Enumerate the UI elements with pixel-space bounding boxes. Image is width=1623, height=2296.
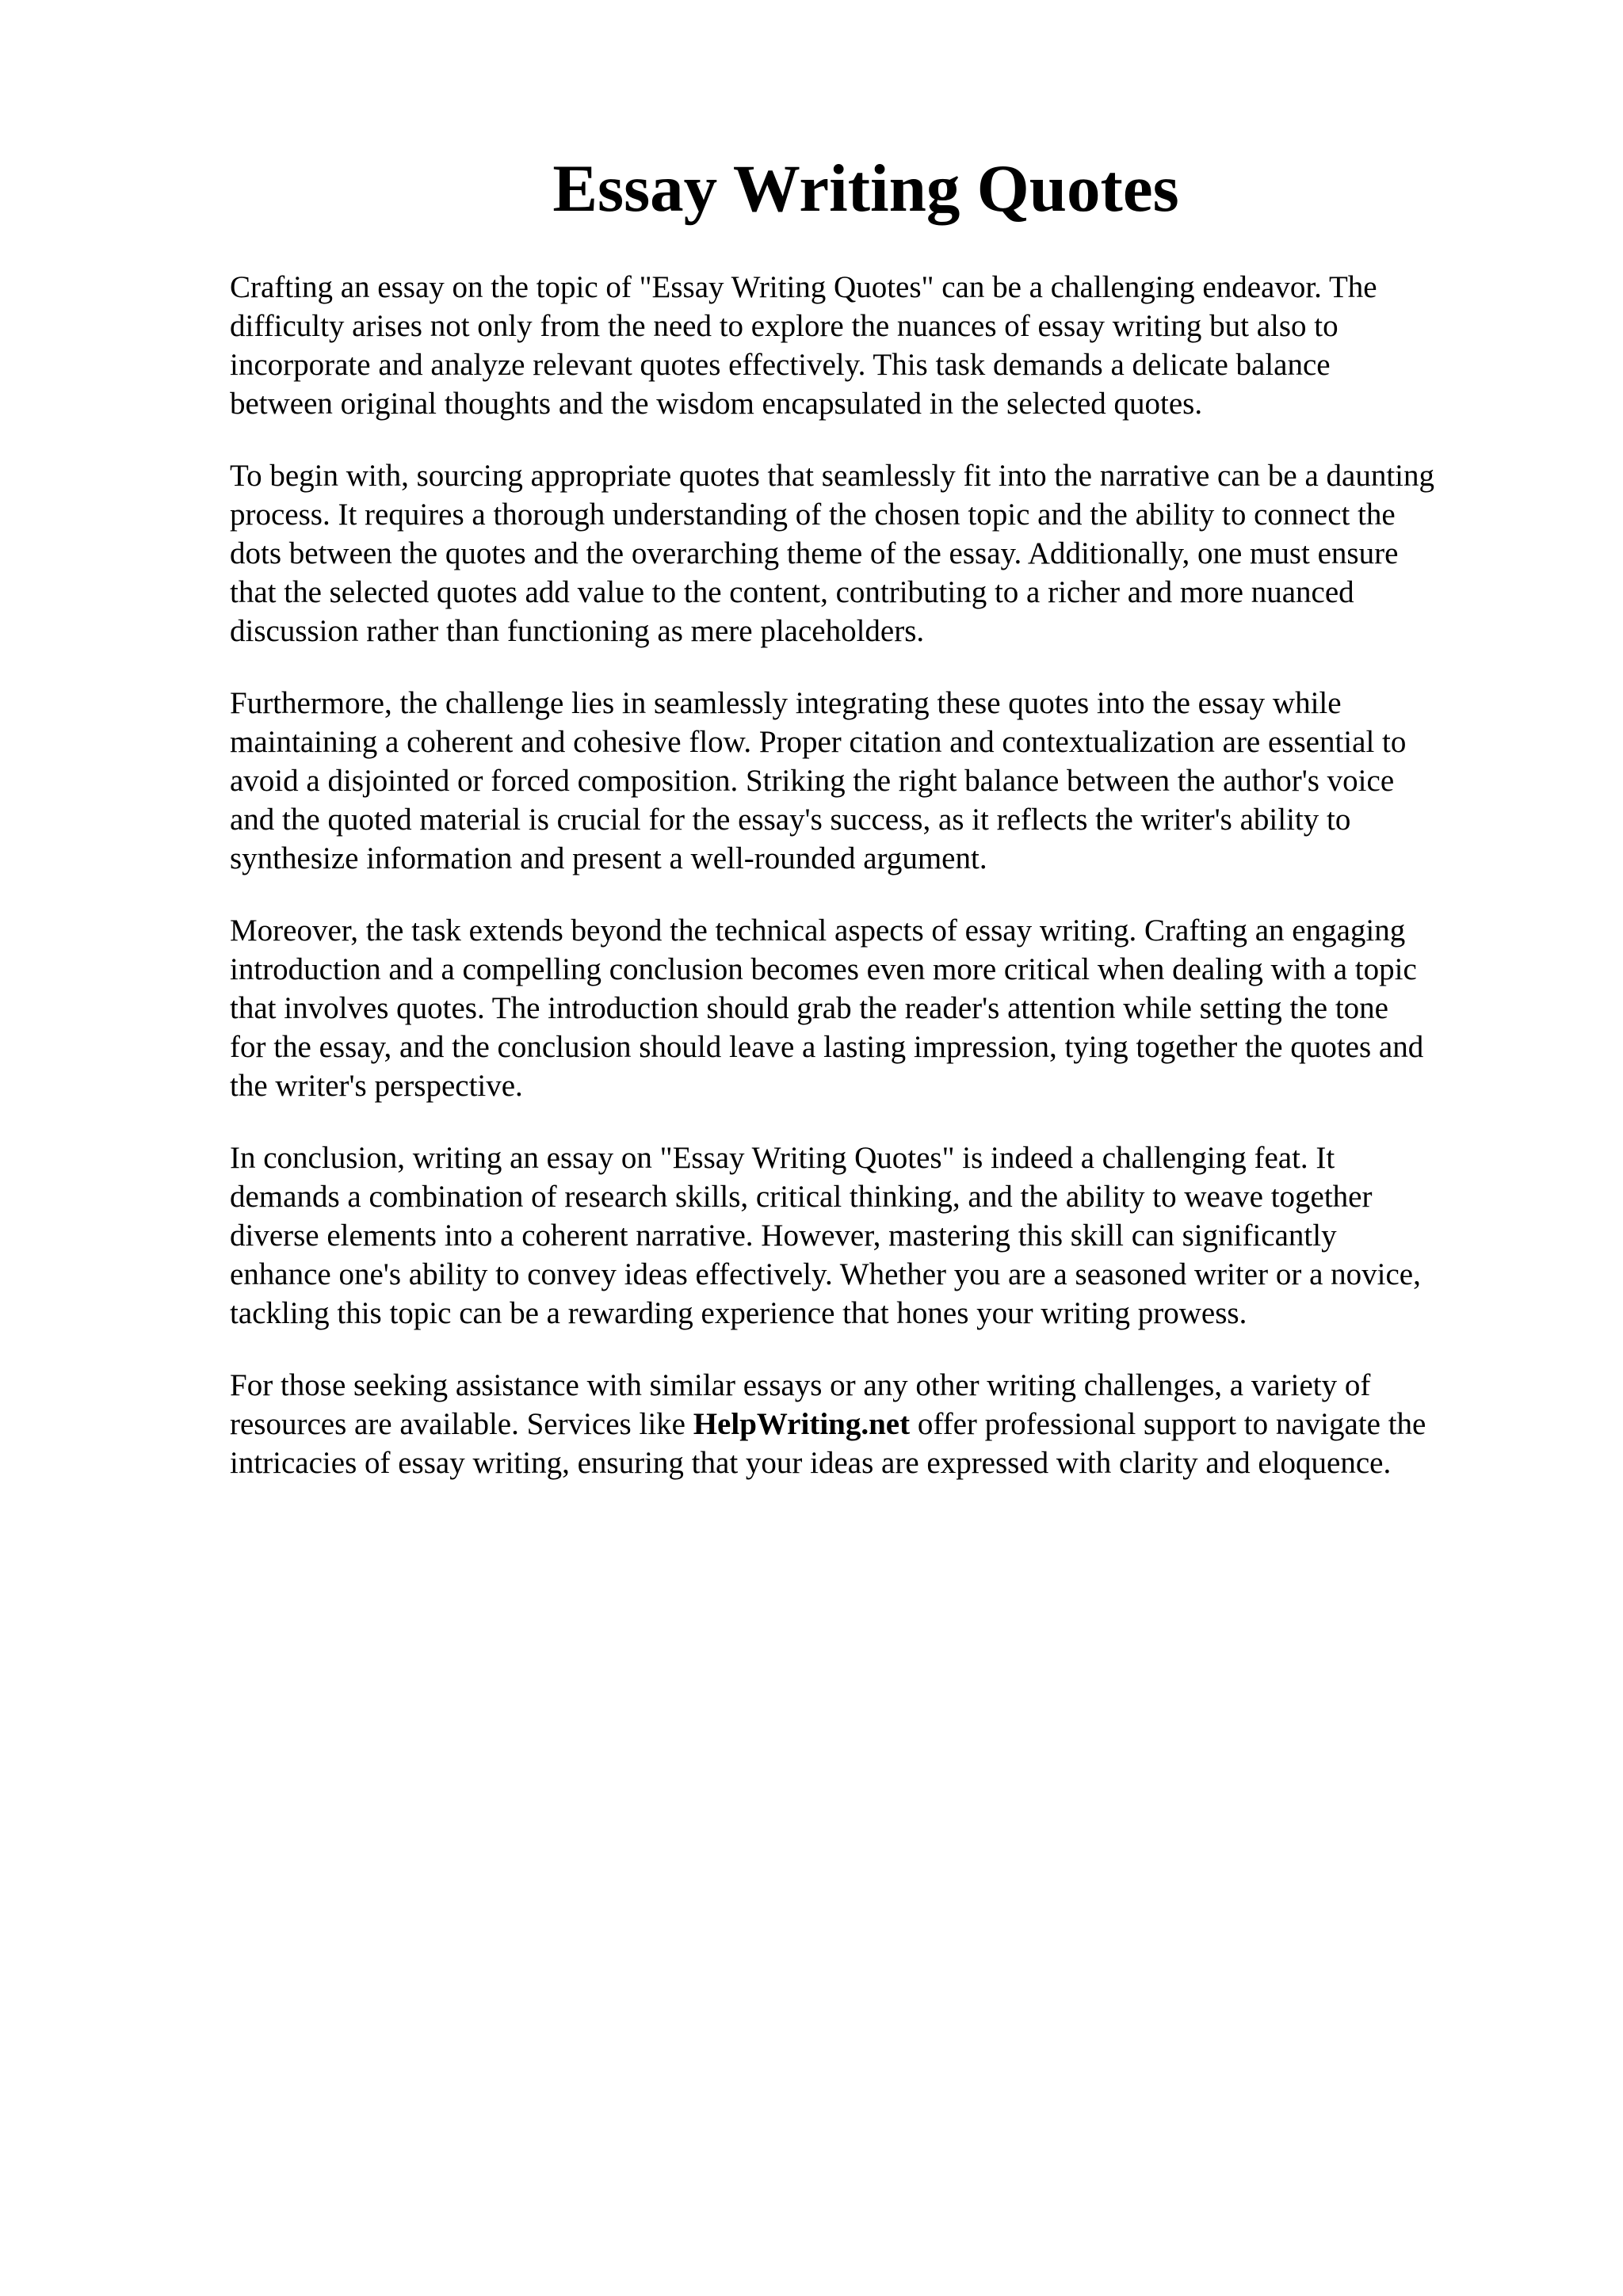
paragraph-line: avoid a disjointed or forced composition. Striking the right balance between the author's voice bbox=[230, 764, 1395, 798]
paragraph-line: for the essay, and the conclusion should leave a lasting impression, tying together the quotes and bbox=[230, 1030, 1424, 1064]
paragraph-line: introduction and a compelling conclusion becomes even more critical when dealing with a topic bbox=[230, 952, 1417, 986]
paragraph-3 bbox=[230, 684, 1545, 878]
paragraph-line: For those seeking assistance with similar essays or any other writing challenges, a variety of bbox=[230, 1368, 1371, 1402]
paragraph-line: tackling this topic can be a rewarding experience that hones your writing prowess. bbox=[230, 1296, 1247, 1330]
paragraph-line: synthesize information and present a well-rounded argument. bbox=[230, 841, 987, 875]
paragraph-line: that the selected quotes add value to the content, contributing to a richer and more nuanced bbox=[230, 575, 1354, 609]
paragraph-line: incorporate and analyze relevant quotes effectively. This task demands a delicate balance bbox=[230, 348, 1331, 382]
paragraph-line: between original thoughts and the wisdom encapsulated in the selected quotes. bbox=[230, 387, 1203, 421]
closing-text-before: resources are available. Services like bbox=[230, 1407, 685, 1441]
paragraph-line: process. It requires a thorough understanding of the chosen topic and the ability to connect the bbox=[230, 498, 1396, 532]
paragraph-4 bbox=[230, 911, 1545, 1105]
paragraph-line: Moreover, the task extends beyond the technical aspects of essay writing. Crafting an engaging bbox=[230, 913, 1406, 948]
paragraph-line: that involves quotes. The introduction should grab the reader's attention while setting the tone bbox=[230, 991, 1388, 1025]
paragraph-line: intricacies of essay writing, ensuring that your ideas are expressed with clarity and eloquence. bbox=[230, 1446, 1392, 1480]
paragraph-line: the writer's perspective. bbox=[230, 1069, 523, 1103]
paragraph-closing bbox=[230, 1366, 1545, 1482]
paragraph-line: diverse elements into a coherent narrative. However, mastering this skill can significantly bbox=[230, 1219, 1337, 1253]
paragraph-line: difficulty arises not only from the need to explore the nuances of essay writing but also to bbox=[230, 309, 1338, 343]
paragraph-1 bbox=[230, 268, 1545, 423]
paragraph-line: Furthermore, the challenge lies in seamlessly integrating these quotes into the essay while bbox=[230, 686, 1342, 720]
paragraph-line: Crafting an essay on the topic of "Essay Writing Quotes" can be a challenging endeavor. The bbox=[230, 270, 1377, 304]
paragraph-line: To begin with, sourcing appropriate quotes that seamlessly fit into the narrative can be a daunting bbox=[230, 459, 1435, 493]
paragraph-line: dots between the quotes and the overarching theme of the essay. Additionally, one must ensure bbox=[230, 536, 1399, 570]
helpwriting-link[interactable]: HelpWriting.net bbox=[693, 1407, 911, 1441]
paragraph-line: maintaining a coherent and cohesive flow. Proper citation and contextualization are essential to bbox=[230, 725, 1407, 759]
closing-text-after: offer professional support to navigate the bbox=[917, 1407, 1426, 1441]
paragraph-2 bbox=[230, 456, 1545, 650]
paragraph-line: enhance one's ability to convey ideas effectively. Whether you are a seasoned writer or a novice, bbox=[230, 1257, 1421, 1291]
essay-body bbox=[230, 268, 1545, 1516]
paragraph-5 bbox=[230, 1138, 1545, 1333]
page-title: Essay Writing Quotes bbox=[552, 151, 1179, 226]
paragraph-line: and the quoted material is crucial for the essay's success, as it reflects the writer's ability to bbox=[230, 803, 1351, 837]
paragraph-line-with-link bbox=[230, 1405, 1545, 1444]
paragraph-line: In conclusion, writing an essay on "Essay Writing Quotes" is indeed a challenging feat. It bbox=[230, 1141, 1335, 1175]
paragraph-line: demands a combination of research skills, critical thinking, and the ability to weave together bbox=[230, 1180, 1373, 1214]
paragraph-line: discussion rather than functioning as mere placeholders. bbox=[230, 614, 925, 648]
